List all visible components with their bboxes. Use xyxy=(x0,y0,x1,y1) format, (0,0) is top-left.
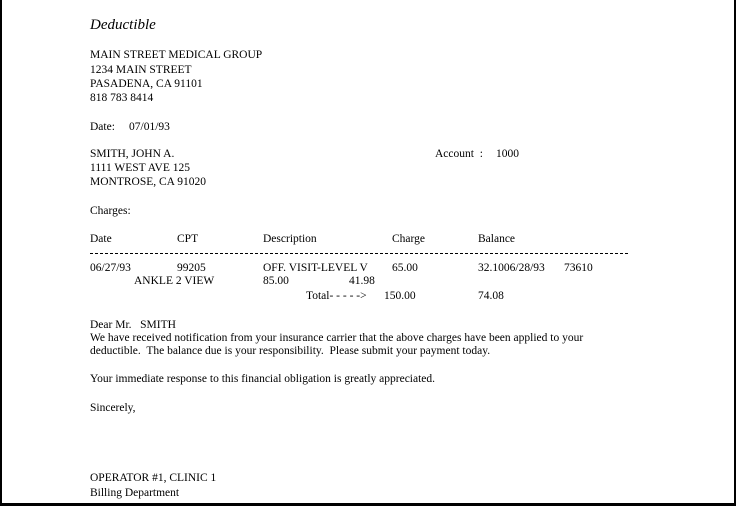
closing: Sincerely, xyxy=(90,402,136,414)
practice-street: 1234 MAIN STREET xyxy=(90,64,192,76)
letter-body-line1: We have received notification from your insurance carrier that the above charges have been applied to your xyxy=(90,332,584,344)
row1-description: OFF. VISIT-LEVEL V xyxy=(263,262,368,274)
signer: OPERATOR #1, CLINIC 1 xyxy=(90,472,217,484)
practice-phone: 818 783 8414 xyxy=(90,92,154,104)
row1-extra-code: 73610 xyxy=(564,262,593,274)
department: Billing Department xyxy=(90,487,180,499)
document-title: Deductible xyxy=(90,17,156,33)
practice-name: MAIN STREET MEDICAL GROUP xyxy=(90,49,263,61)
salutation: Dear Mr. SMITH xyxy=(90,319,176,331)
row2-description: ANKLE 2 VIEW xyxy=(134,275,215,287)
total-balance: 74.08 xyxy=(478,290,504,302)
letter-body-line3: Your immediate response to this financial obligation is greatly appreciated. xyxy=(90,373,436,385)
row2-balance: 41.98 xyxy=(349,275,375,287)
letter-body-line2: deductible. The balance due is your responsibility. Please submit your payment today. xyxy=(90,345,491,357)
patient-city: MONTROSE, CA 91020 xyxy=(90,176,206,188)
row1-cpt: 99205 xyxy=(177,262,206,274)
row1-charge: 65.00 xyxy=(392,262,418,274)
account-value: 1000 xyxy=(496,148,519,160)
date-label: Date: xyxy=(90,121,115,133)
header-balance: Balance xyxy=(478,233,516,245)
practice-city: PASADENA, CA 91101 xyxy=(90,78,203,90)
total-charge: 150.00 xyxy=(384,290,416,302)
header-cpt: CPT xyxy=(177,233,199,245)
patient-name: SMITH, JOHN A. xyxy=(90,148,175,160)
date-value: 07/01/93 xyxy=(129,121,170,133)
row2-charge: 85.00 xyxy=(263,275,289,287)
total-label: Total- - - - -> xyxy=(306,290,367,302)
row1-balance: 32.1006/28/93 xyxy=(478,262,545,274)
patient-street: 1111 WEST AVE 125 xyxy=(90,162,190,174)
header-charge: Charge xyxy=(392,233,426,245)
header-description: Description xyxy=(263,233,317,245)
dashed-divider xyxy=(90,253,628,254)
row1-date: 06/27/93 xyxy=(90,262,131,274)
account-label: Account : xyxy=(435,148,483,160)
header-date: Date xyxy=(90,233,112,245)
charges-label: Charges: xyxy=(90,205,131,217)
